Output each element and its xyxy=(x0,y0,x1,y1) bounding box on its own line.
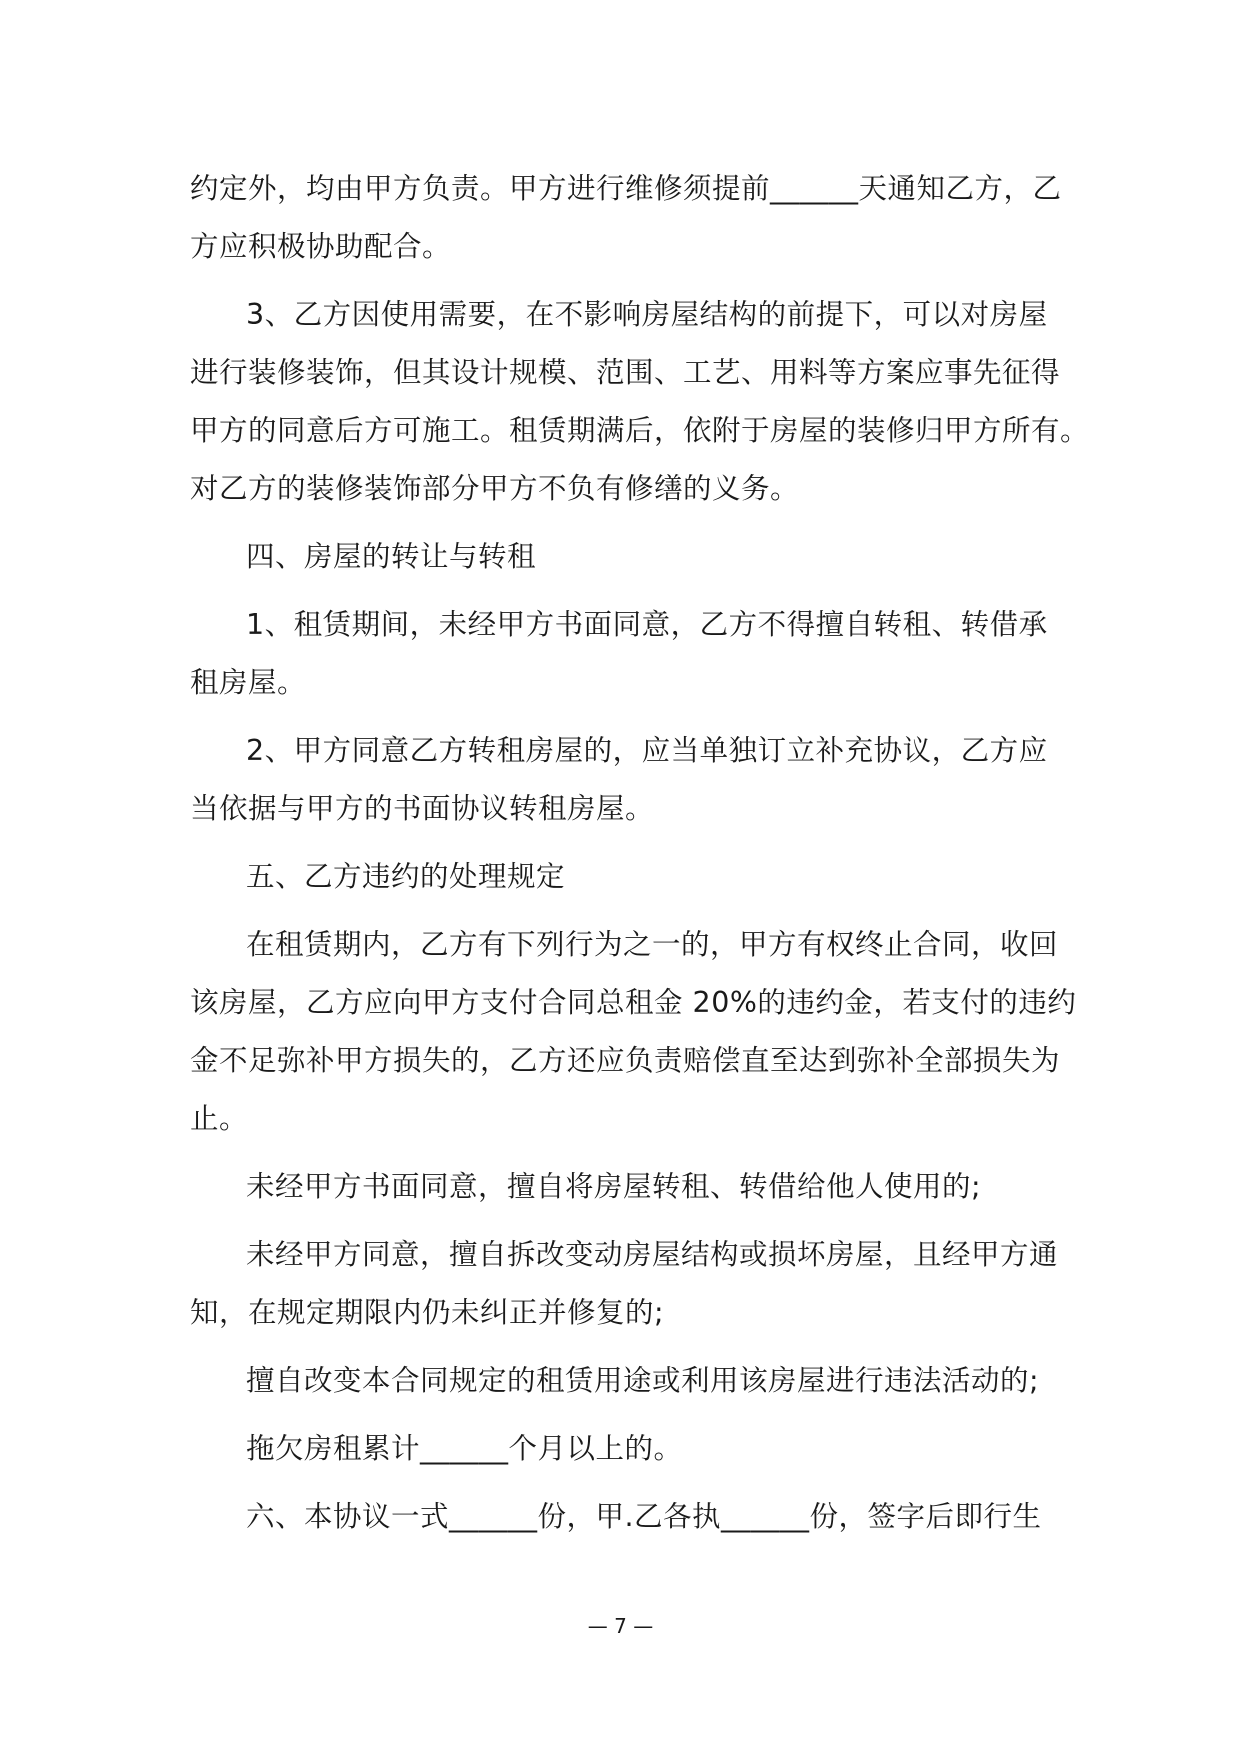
text-line: 约定外，均由甲方负责。甲方进行维修须提前______天通知乙方，乙 xyxy=(190,172,1062,205)
text-line: 擅自改变本合同规定的租赁用途或利用该房屋进行违法活动的; xyxy=(246,1364,1040,1397)
text-line: 拖欠房租累计______个月以上的。 xyxy=(246,1432,683,1465)
text-line: 对乙方的装修装饰部分甲方不负有修缮的义务。 xyxy=(190,472,800,505)
text-line: 未经甲方书面同意，擅自将房屋转租、转借给他人使用的; xyxy=(246,1170,982,1203)
page-number: — 7 — xyxy=(587,1614,654,1638)
text-line: 方应积极协助配合。 xyxy=(190,230,452,263)
text-line: 未经甲方同意，擅自拆改变动房屋结构或损坏房屋，且经甲方通 xyxy=(246,1238,1059,1271)
text-line: 1、租赁期间，未经甲方书面同意，乙方不得擅自转租、转借承 xyxy=(246,608,1048,641)
text-line: 租房屋。 xyxy=(190,666,307,699)
text-line: 甲方的同意后方可施工。租赁期满后，依附于房屋的装修归甲方所有。 xyxy=(190,414,1090,447)
text-line: 3、乙方因使用需要，在不影响房屋结构的前提下，可以对房屋 xyxy=(246,298,1048,331)
text-line: 该房屋，乙方应向甲方支付合同总租金 20%的违约金，若支付的违约 xyxy=(190,986,1077,1019)
section-heading: 四、房屋的转让与转租 xyxy=(246,540,537,573)
text-line: 金不足弥补甲方损失的，乙方还应负责赔偿直至达到弥补全部损失为 xyxy=(190,1044,1061,1077)
text-line: 止。 xyxy=(190,1102,249,1135)
text-line: 六、本协议一式______份，甲.乙各执______份，签字后即行生 xyxy=(246,1500,1042,1533)
text-line: 知，在规定期限内仍未纠正并修复的; xyxy=(190,1296,665,1329)
text-line: 当依据与甲方的书面协议转租房屋。 xyxy=(190,792,655,825)
text-line: 进行装修装饰，但其设计规模、范围、工艺、用料等方案应事先征得 xyxy=(190,356,1061,389)
text-line: 2、甲方同意乙方转租房屋的，应当单独订立补充协议，乙方应 xyxy=(246,734,1048,767)
section-heading: 五、乙方违约的处理规定 xyxy=(246,860,566,893)
text-line: 在租赁期内，乙方有下列行为之一的，甲方有权终止合同，收回 xyxy=(246,928,1059,961)
